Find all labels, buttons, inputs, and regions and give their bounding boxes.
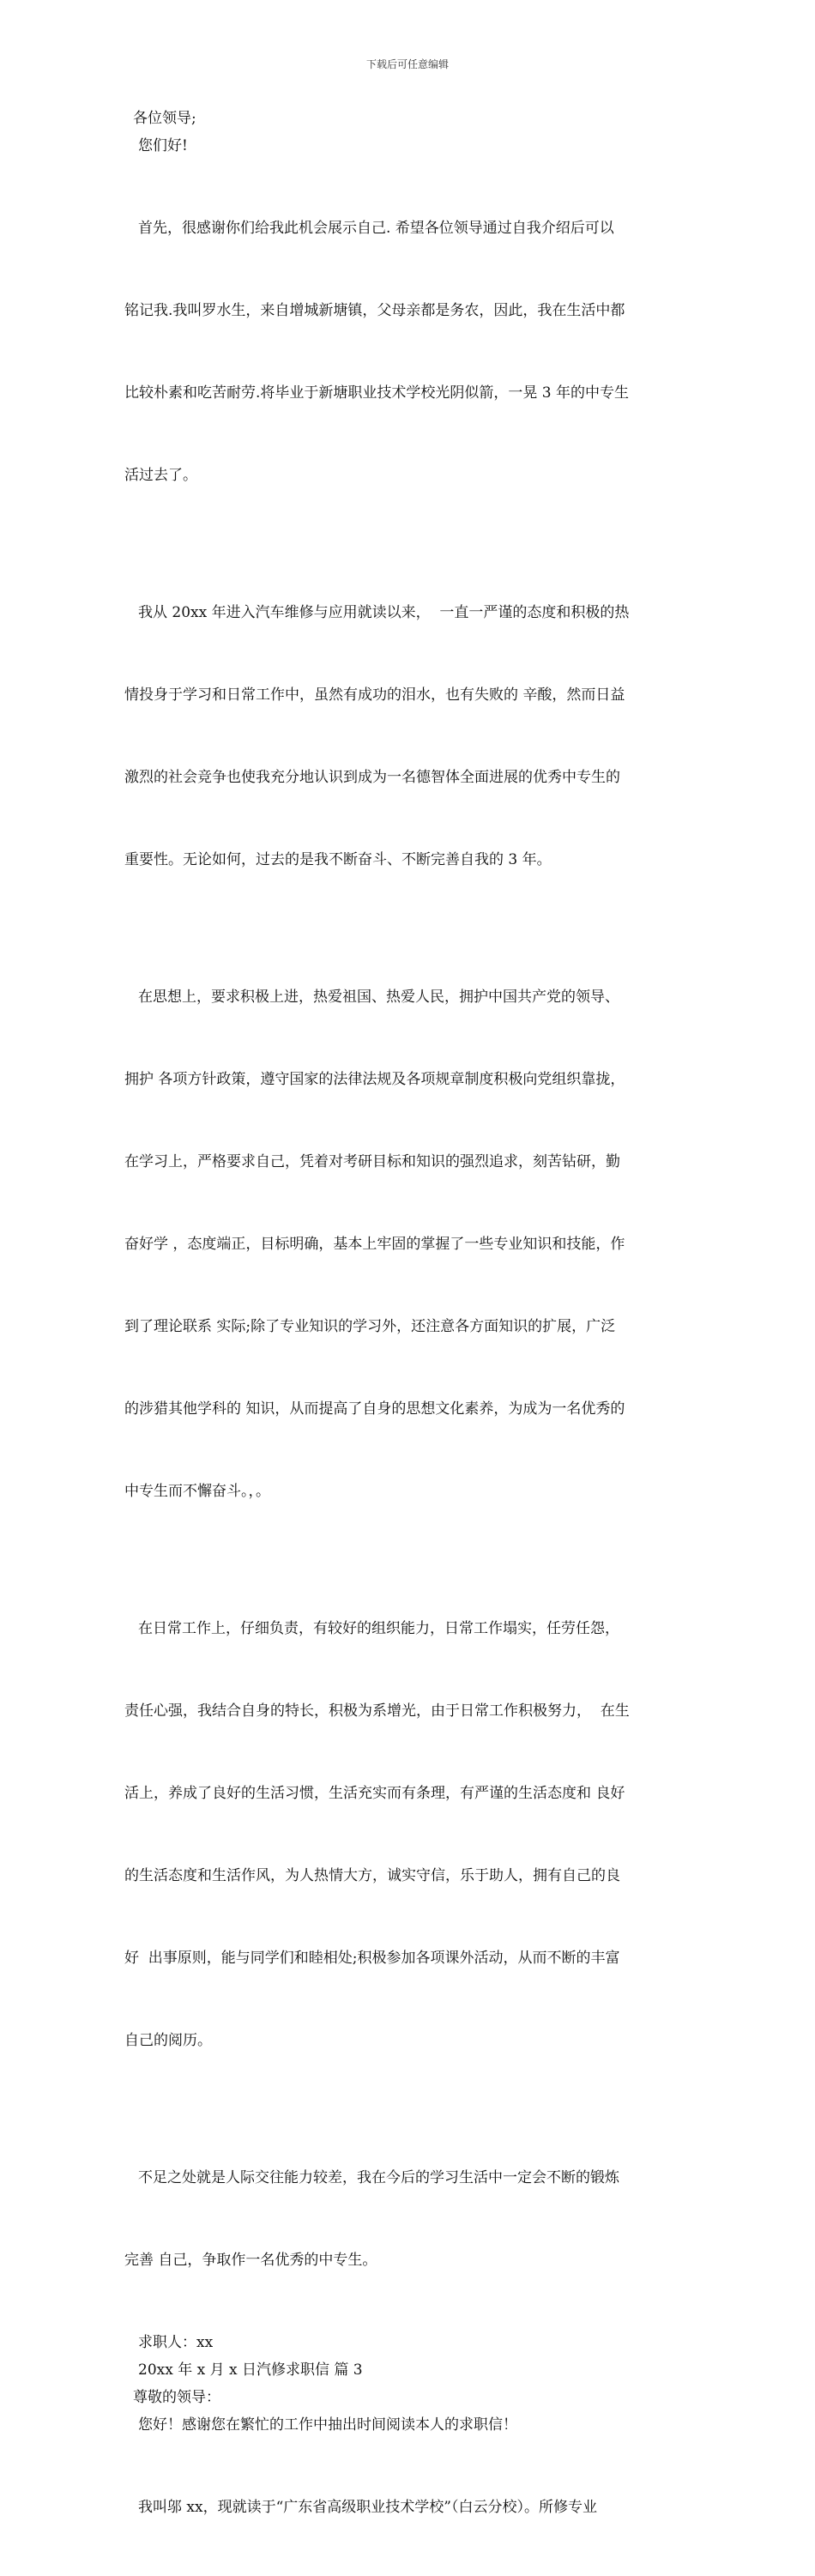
text-line: 中专生而不懈奋斗。，。 (124, 1483, 270, 1500)
text-line: 完善 自己，争取作一名优秀的中专生。 (124, 2252, 377, 2269)
signature: 求职人：xx (138, 2334, 214, 2351)
text-line: 我从 20xx 年进入汽车维修与应用就读以来， 一直一严谨的态度和积极的热 (138, 604, 630, 621)
letter-body (124, 105, 694, 2576)
text-line: 活过去了。 (124, 467, 197, 484)
text-line: 奋好学 ，态度端正，目标明确，基本上牢固的掌握了一些专业知识和技能，作 (124, 1236, 625, 1253)
text-line: 的生活态度和生活作风，为人热情大方，诚实守信，乐于助人，拥有自己的良 (124, 1867, 620, 1884)
text-line: 到了理论联系 实际;除了专业知识的学习外，还注意各方面知识的扩展，广泛 (124, 1318, 616, 1335)
text-line: 拥护 各项方针政策，遵守国家的法律法规及各项规章制度积极向党组织靠拢， (124, 1071, 625, 1088)
text-line: 情投身于学习和日常工作中，虽然有成功的泪水，也有失败的 辛酸，然而日益 (124, 686, 625, 704)
paragraph-ideology-study (124, 928, 694, 1560)
text-line: 比较朴素和吃苦耐劳.将毕业于新塘职业技术学校光阴似箭，一晃 3 年的中专生 (124, 384, 630, 402)
greeting-2: 您好！感谢您在繁忙的工作中抽出时间阅读本人的求职信！ (138, 2416, 517, 2434)
text-line: 我叫邬 xx，现就读于“广东省高级职业技术学校”（白云分校）。所修专业 (138, 2499, 597, 2516)
greeting: 您们好! (138, 137, 188, 154)
salutation-2: 尊敬的领导： (133, 2389, 220, 2406)
text-line: 的涉猎其他学科的 知识，从而提高了自身的思想文化素养，为成为一名优秀的 (124, 1400, 625, 1418)
text-line: 好 出事原则，能与同学们和睦相处;积极参加各项课外活动，从而不断的丰富 (124, 1950, 620, 1967)
text-line: 重要性。无论如何，过去的是我不断奋斗、不断完善自我的 3 年。 (124, 851, 552, 868)
text-line: 活上，养成了良好的生活习惯，生活充实而有条理，有严谨的生活态度和 良好 (124, 1785, 625, 1802)
text-line: 首先，很感谢你们给我此机会展示自己. 希望各位领导通过自我介绍后可以 (138, 220, 614, 237)
text-line: 在日常工作上，仔细负责，有较好的组织能力，日常工作塌实，任劳任怨， (138, 1620, 619, 1637)
text-line: 在学习上，严格要求自己，凭着对考研目标和知识的强烈追求，刻苦钻研，勤 (124, 1153, 620, 1170)
paragraph-self-intro-2 (124, 2439, 694, 2576)
paragraph-shortcomings (124, 2109, 694, 2329)
text-line: 铭记我.我叫罗水生，来自增城新塘镇，父母亲都是务农，因此，我在生活中都 (124, 302, 625, 319)
text-line: 责任心强，我结合自身的特长，积极为系增光，由于日常工作积极努力， 在生 (124, 1702, 630, 1720)
paragraph-work-life (124, 1560, 694, 2109)
text-line: 在思想上，要求积极上进，热爱祖国、热爱人民，拥护中国共产党的领导、 (138, 989, 619, 1006)
text-line: 自己的阅历。 (124, 2032, 212, 2049)
date-title: 20xx 年 x 月 x 日汽修求职信 篇 3 (138, 2361, 363, 2379)
salutation: 各位领导; (133, 110, 196, 127)
paragraph-study-history (124, 544, 694, 928)
text-line: 激烈的社会竞争也使我充分地认识到成为一名德智体全面进展的优秀中专生的 (124, 769, 620, 786)
paragraph-intro (124, 160, 694, 544)
text-line: 不足之处就是人际交往能力较差，我在今后的学习生活中一定会不断的锻炼 (138, 2169, 619, 2186)
page-header-note: 下载后可任意编辑 (365, 58, 449, 70)
